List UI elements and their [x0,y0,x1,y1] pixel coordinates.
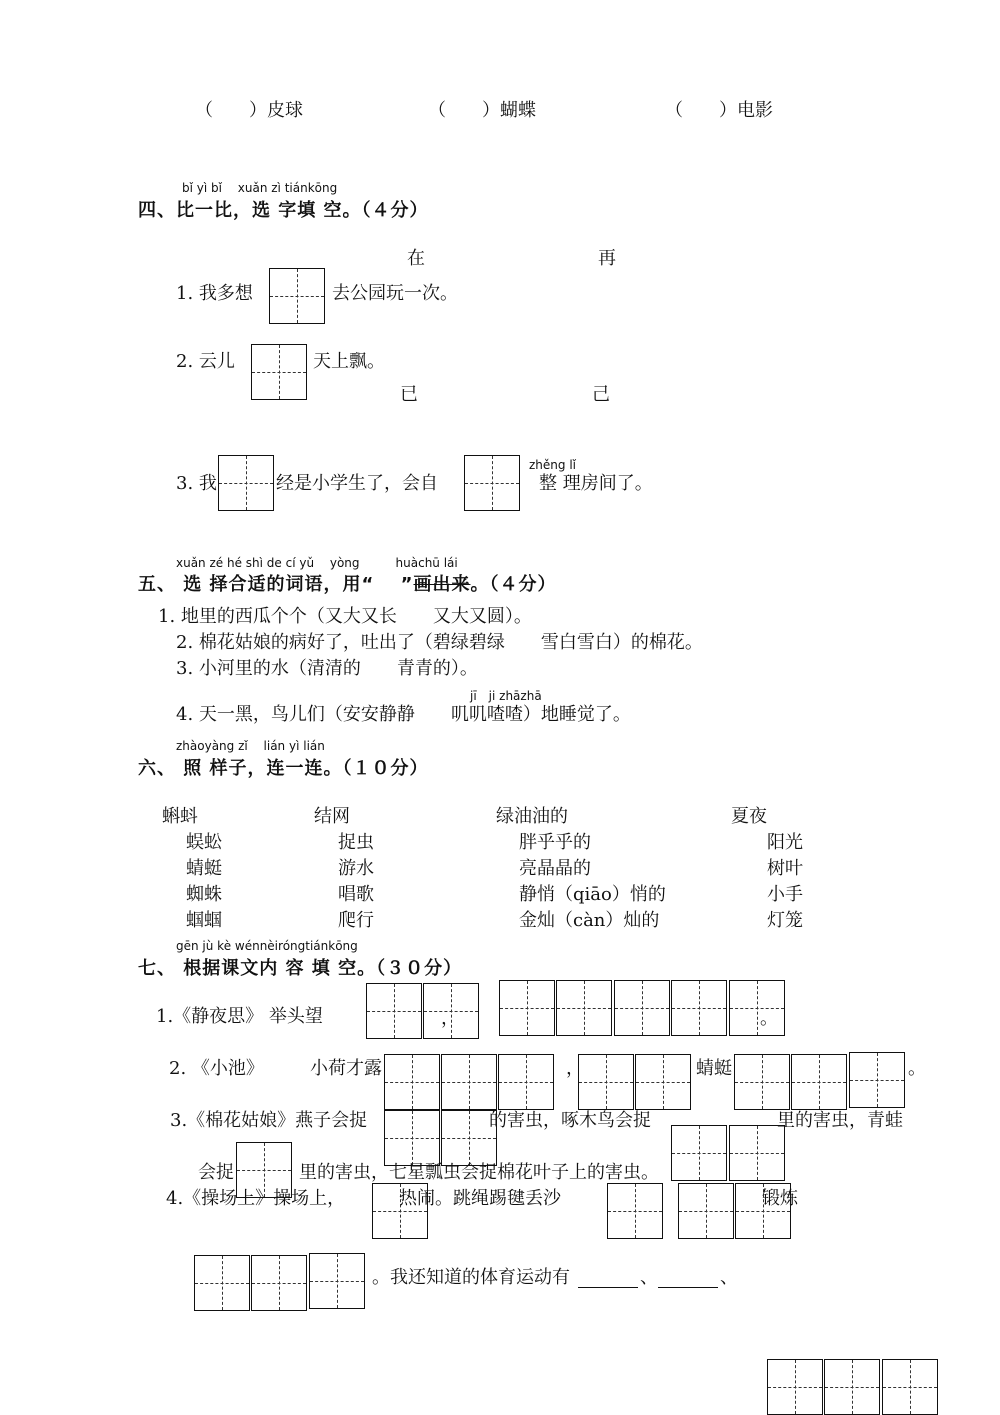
s7-q1-end: 。 [760,1008,778,1029]
s5-q4-pinyin: jī ji zhāzhā [470,689,542,703]
choice-zai: 在 [407,248,425,269]
answer-box[interactable] [614,980,670,1036]
match-word: 蝌蚪 [162,806,198,827]
s7-q3-post: 里的害虫，青蛙 [777,1110,903,1131]
answer-blank[interactable] [658,1269,718,1288]
s7-q4b: 。我还知道的体育运动有 [372,1267,570,1288]
choice-ji: 己 [592,384,610,405]
answer-box[interactable] [671,1125,727,1181]
s7-q1-comma: ， [441,1008,459,1029]
s7-q3b-pre: 会捉 [198,1162,234,1183]
s4-q3-post: 整 理房间了。 [539,473,653,494]
s7-q4-mid: 热闹。跳绳踢毽丢沙 [399,1188,561,1209]
s5-item: 1. 地里的西瓜个个（又大又长 又大又圆）。 [158,606,532,627]
answer-item-butterfly: （ ）蝴蝶 [428,100,536,121]
answer-box[interactable] [251,1255,307,1311]
answer-box[interactable] [384,1054,440,1110]
match-word: 唱歌 [338,884,374,905]
s5-item: 2. 棉花姑娘的病好了，吐出了（碧绿碧绿 雪白雪白）的棉花。 [176,632,703,653]
answer-item-movie: （ ）电影 [665,100,773,121]
s7-q3-pre: 3.《棉花姑娘》燕子会捉 [170,1110,368,1131]
answer-box[interactable] [218,455,274,511]
answer-box[interactable] [464,455,520,511]
answer-item-ball: （ ）皮球 [195,100,303,121]
match-word: 静悄（qiāo）悄的 [519,884,666,905]
match-word: 蜘蛛 [186,884,222,905]
match-word: 捉虫 [338,832,374,853]
answer-box[interactable] [734,1054,790,1110]
match-word: 夏夜 [731,806,767,827]
s7-q3b-post: 里的害虫，七星瓢虫会捉棉花叶子上的害虫。 [299,1162,659,1183]
section7-pinyin: gēn jù kè wénnèiróngtiánkōng [176,939,358,953]
s7-q2-end: 。 [908,1058,926,1079]
s7-q2-comma: ， [566,1058,584,1079]
answer-box[interactable] [309,1253,365,1309]
s4-q2-post: 天上飘。 [313,351,385,372]
section6-title: 六、 照 样子，连一连。（１０分） [138,758,429,779]
match-word: 金灿（càn）灿的 [519,910,660,931]
match-word: 绿油油的 [496,806,568,827]
s7-q2-pre: 2. 《小池》 [169,1058,264,1079]
answer-box[interactable] [678,1183,734,1239]
answer-blank[interactable] [578,1269,638,1288]
match-word: 亮晶晶的 [519,858,591,879]
s7-q4-pre: 4.《操场上》操场上， [166,1188,346,1209]
s4-q3-pinyin: zhěng lǐ [529,458,576,472]
match-word: 蝈蝈 [186,910,222,931]
answer-box[interactable] [556,980,612,1036]
s7-q2-dragon: 蜻蜓 [696,1058,732,1079]
answer-box[interactable] [366,983,422,1039]
s7-q3-mid: 的害虫，啄木鸟会捉 [489,1110,651,1131]
match-word: 蜻蜓 [186,858,222,879]
answer-box[interactable] [791,1054,847,1110]
answer-box[interactable] [849,1052,905,1108]
s4-q2-pre: 2. 云儿 [176,351,235,372]
match-word: 蜈蚣 [186,832,222,853]
s4-q3-mid: 经是小学生了，会自 [276,473,438,494]
answer-box[interactable] [729,1125,785,1181]
separator: 、 [720,1267,738,1288]
answer-box[interactable] [441,1054,497,1110]
section4-title: 四、比一比，选 字填 空。（４分） [138,200,429,221]
answer-box[interactable] [578,1054,634,1110]
answer-box[interactable] [194,1255,250,1311]
answer-box[interactable] [498,1054,554,1110]
answer-box[interactable] [824,1359,880,1415]
match-word: 胖乎乎的 [519,832,591,853]
section6-pinyin: zhàoyàng zǐ lián yì lián [176,739,325,753]
answer-box[interactable] [384,1110,440,1166]
answer-box[interactable] [251,344,307,400]
choice-zai2: 再 [598,248,616,269]
s5-item: 4. 天一黑，鸟儿们（安安静静 叽叽喳喳）地睡觉了。 [176,704,631,725]
match-word: 灯笼 [767,910,803,931]
s7-q2-mid: 小荷才露 [310,1058,382,1079]
match-word: 阳光 [767,832,803,853]
section4-pinyin: bǐ yì bǐ xuǎn zì tiánkōng [182,181,338,195]
answer-box[interactable] [269,268,325,324]
answer-box[interactable] [882,1359,938,1415]
answer-box[interactable] [767,1359,823,1415]
answer-box[interactable] [607,1183,663,1239]
choice-yi: 已 [400,384,418,405]
answer-box[interactable] [671,980,727,1036]
separator: 、 [640,1267,658,1288]
match-word: 结网 [314,806,350,827]
section5-title: 五、 选 择合适的词语，用“ ”画出来。（４分） [138,574,557,595]
match-word: 爬行 [338,910,374,931]
match-word: 游水 [338,858,374,879]
s4-q1-pre: 1. 我多想 [176,283,253,304]
match-word: 小手 [767,884,803,905]
s4-q1-post: 去公园玩一次。 [332,283,458,304]
section7-title: 七、 根据课文内 容 填 空。（３０分） [138,958,463,979]
s5-item: 3. 小河里的水（清清的 青青的）。 [176,658,478,679]
answer-box[interactable] [499,980,555,1036]
s4-q3-pre: 3. 我 [176,473,217,494]
match-word: 树叶 [767,858,803,879]
s7-q4-post: 锻炼 [762,1188,798,1209]
s7-q1-pre: 1.《静夜思》 举头望 [156,1006,323,1027]
section5-pinyin: xuǎn zé hé shì de cí yǔ yòng huàchū lái [176,556,458,570]
answer-box[interactable] [635,1054,691,1110]
